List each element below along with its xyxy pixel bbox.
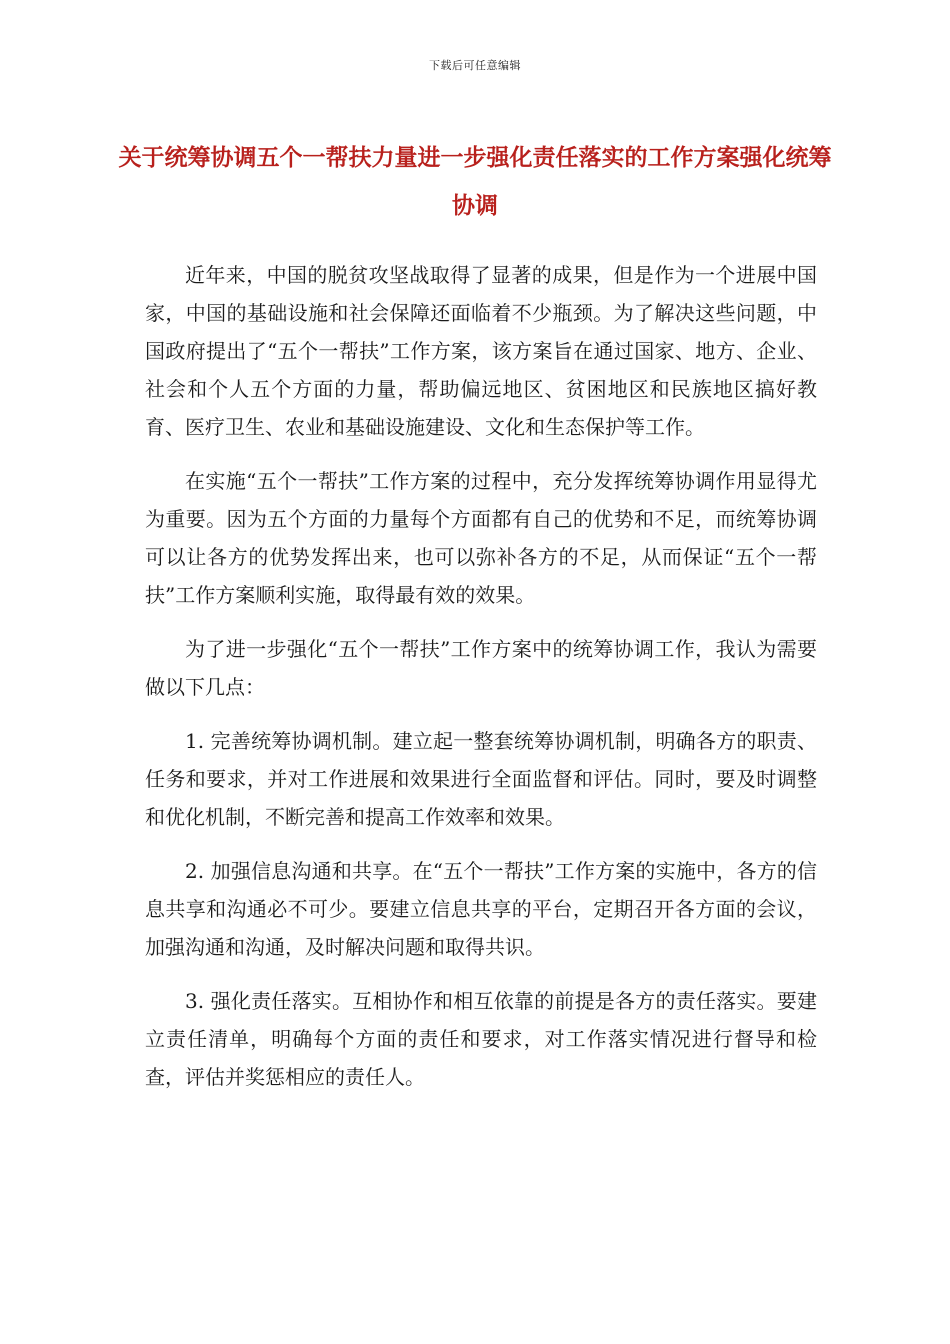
paragraph-points-intro: 为了进一步强化“五个一帮扶”工作方案中的统筹协调工作，我认为需要做以下几点： bbox=[145, 637, 817, 699]
paragraph-point-2: 2. 加强信息沟通和共享。在“五个一帮扶”工作方案的实施中，各方的信息共享和沟通必不可少。要建立信息共享的平台，定期召开各方面的会议，加强沟通和沟通，及时解决问题和取得共识。 bbox=[145, 859, 817, 959]
paragraph-point-1: 1. 完善统筹协调机制。建立起一整套统筹协调机制，明确各方的职责、任务和要求，并对工作进展和效果进行全面监督和评估。同时，要及时调整和优化机制，不断完善和提高工作效率和效果。 bbox=[145, 729, 817, 829]
header-note: 下载后可任意编辑 bbox=[429, 59, 521, 72]
paragraph-point-3: 3. 强化责任落实。互相协作和相互依靠的前提是各方的责任落实。要建立责任清单，明确每个方面的责任和要求，对工作落实情况进行督导和检查，评估并奖惩相应的责任人。 bbox=[145, 989, 817, 1089]
document-body bbox=[145, 256, 817, 1112]
paragraph-intro: 近年来，中国的脱贫攻坚战取得了显著的成果，但是作为一个进展中国家，中国的基础设施和社会保障还面临着不少瓶颈。为了解决这些问题，中国政府提出了“五个一帮扶”工作方案，该方案旨在通过国家、地方、企业、社会和个人五个方面的力量，帮助偏远地区、贫困地区和民族地区搞好教育、医疗卫生、农业和基础设施建设、文化和生态保护等工作。 bbox=[145, 263, 817, 439]
document-title: 关于统筹协调五个一帮扶力量进一步强化责任落实的工作方案强化统筹协调 bbox=[118, 145, 832, 219]
paragraph-coordination-importance: 在实施“五个一帮扶”工作方案的过程中，充分发挥统筹协调作用显得尤为重要。因为五个方面的力量每个方面都有自己的优势和不足，而统筹协调可以让各方的优势发挥出来，也可以弥补各方的不足，从而保证“五个一帮扶”工作方案顺利实施，取得最有效的效果。 bbox=[145, 469, 817, 607]
